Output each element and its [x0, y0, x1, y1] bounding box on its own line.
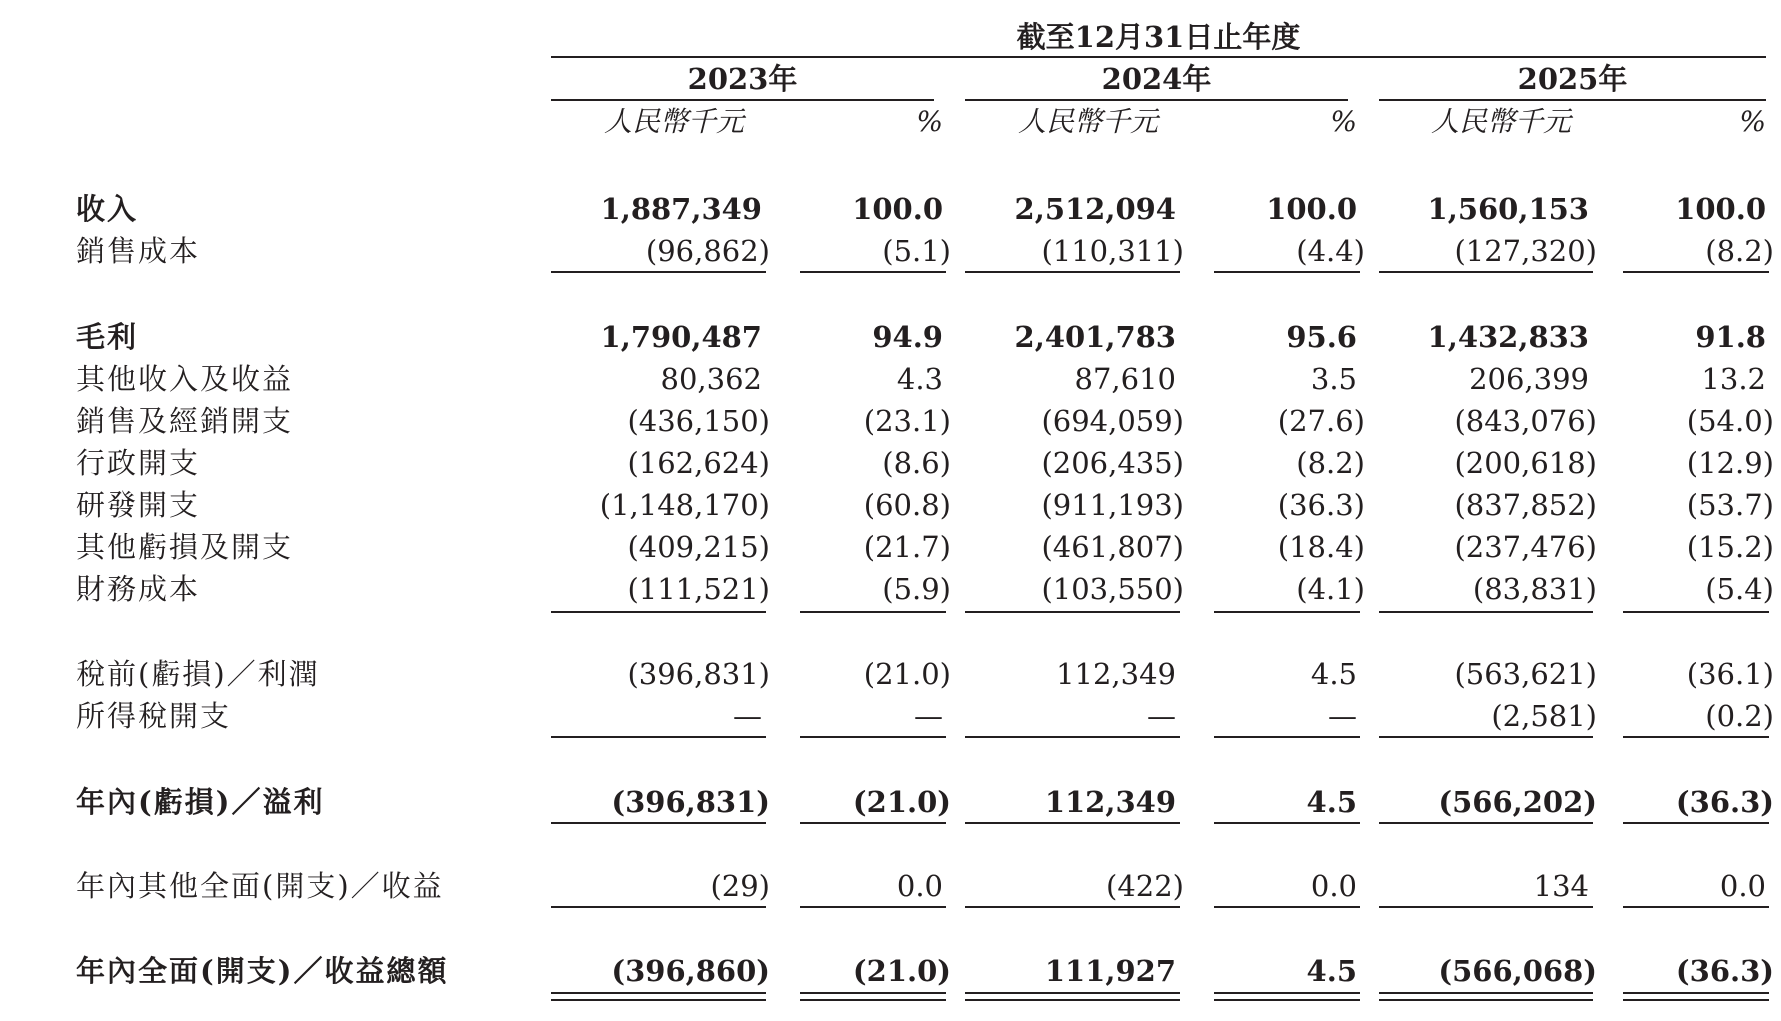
total-double-rule [800, 992, 946, 994]
amount-cell: (422) [1106, 869, 1184, 903]
amount-cell: (200,618) [1454, 446, 1597, 480]
section-rule [1623, 271, 1769, 273]
amount-cell: 2,512,094 [1014, 192, 1176, 226]
amount-cell: (83,831) [1472, 572, 1597, 606]
percent-cell: 4.5 [1306, 785, 1357, 819]
amount-cell: — [1147, 699, 1176, 733]
percent-cell: 0.0 [896, 869, 943, 903]
amount-cell: (566,068) [1438, 954, 1597, 988]
percent-cell: (8.2) [1705, 234, 1774, 268]
amount-cell: (162,624) [627, 446, 770, 480]
row-label: 年內(虧損)／溢利 [76, 785, 325, 819]
percent-cell: (5.4) [1705, 572, 1774, 606]
total-double-rule [1214, 999, 1360, 1001]
percent-cell: (4.1) [1296, 572, 1365, 606]
percent-cell: (5.9) [882, 572, 951, 606]
amount-cell: (111,521) [627, 572, 770, 606]
total-double-rule [965, 999, 1180, 1001]
year-header: 2023年 [687, 62, 798, 96]
section-rule [1623, 611, 1769, 613]
percent-cell: — [1328, 699, 1357, 733]
amount-cell: (694,059) [1041, 404, 1184, 438]
amount-cell: 80,362 [660, 362, 762, 396]
amount-cell: — [733, 699, 762, 733]
section-rule [965, 736, 1180, 738]
section-rule [800, 822, 946, 824]
section-rule [1379, 906, 1593, 908]
amount-cell: (237,476) [1454, 530, 1597, 564]
unit-amount-header: 人民幣千元 [1430, 105, 1571, 138]
amount-cell: 1,560,153 [1427, 192, 1589, 226]
period-caption: 截至12月31日止年度 [1016, 20, 1301, 54]
amount-cell: (436,150) [627, 404, 770, 438]
year-underline [965, 99, 1348, 101]
percent-cell: (21.0) [852, 785, 951, 819]
percent-cell: 13.2 [1701, 362, 1766, 396]
section-rule [1214, 736, 1360, 738]
unit-amount-header: 人民幣千元 [1017, 105, 1158, 138]
row-label: 其他收入及收益 [76, 362, 294, 396]
section-rule [965, 611, 1180, 613]
percent-cell: (36.3) [1277, 488, 1365, 522]
section-rule [800, 611, 946, 613]
year-underline [1379, 99, 1766, 101]
total-double-rule [965, 992, 1180, 994]
total-double-rule [1379, 992, 1593, 994]
section-rule [1623, 906, 1769, 908]
section-rule [551, 736, 766, 738]
amount-cell: (110,311) [1041, 234, 1184, 268]
amount-cell: (837,852) [1454, 488, 1597, 522]
amount-cell: 87,610 [1074, 362, 1176, 396]
total-double-rule [551, 992, 766, 994]
amount-cell: (206,435) [1041, 446, 1184, 480]
percent-cell: (12.9) [1686, 446, 1774, 480]
row-label: 年內其他全面(開支)／收益 [76, 869, 444, 903]
section-rule [1379, 822, 1593, 824]
percent-cell: 0.0 [1719, 869, 1766, 903]
amount-cell: (563,621) [1454, 657, 1597, 691]
amount-cell: (96,862) [645, 234, 770, 268]
amount-cell: (396,831) [611, 785, 770, 819]
unit-percent-header: % [1330, 105, 1357, 138]
amount-cell: 1,790,487 [600, 320, 762, 354]
row-label: 毛利 [76, 320, 139, 354]
percent-cell: (36.1) [1686, 657, 1774, 691]
section-rule [1214, 271, 1360, 273]
percent-cell: (4.4) [1296, 234, 1365, 268]
row-label: 研發開支 [76, 488, 201, 522]
amount-cell: (566,202) [1438, 785, 1597, 819]
row-label: 行政開支 [76, 446, 201, 480]
section-rule [551, 822, 766, 824]
section-rule [1379, 611, 1593, 613]
section-rule [551, 611, 766, 613]
percent-cell: — [914, 699, 943, 733]
percent-cell: (36.3) [1675, 785, 1774, 819]
total-double-rule [1379, 999, 1593, 1001]
percent-cell: 100.0 [852, 192, 943, 226]
percent-cell: (18.4) [1277, 530, 1365, 564]
section-rule [800, 906, 946, 908]
unit-amount-header: 人民幣千元 [603, 105, 744, 138]
section-rule [800, 271, 946, 273]
percent-cell: (21.0) [852, 954, 951, 988]
amount-cell: 1,887,349 [600, 192, 762, 226]
total-double-rule [1214, 992, 1360, 994]
percent-cell: (60.8) [863, 488, 951, 522]
amount-cell: (2,581) [1491, 699, 1597, 733]
percent-cell: (36.3) [1675, 954, 1774, 988]
amount-cell: (409,215) [627, 530, 770, 564]
amount-cell: 2,401,783 [1014, 320, 1176, 354]
percent-cell: (8.2) [1296, 446, 1365, 480]
year-underline [551, 99, 934, 101]
total-double-rule [1623, 999, 1769, 1001]
section-rule [965, 906, 1180, 908]
percent-cell: 95.6 [1286, 320, 1357, 354]
percent-cell: (54.0) [1686, 404, 1774, 438]
percent-cell: 0.0 [1310, 869, 1357, 903]
amount-cell: (396,860) [611, 954, 770, 988]
amount-cell: (103,550) [1041, 572, 1184, 606]
amount-cell: (843,076) [1454, 404, 1597, 438]
percent-cell: 91.8 [1695, 320, 1766, 354]
section-rule [1379, 271, 1593, 273]
percent-cell: (21.0) [863, 657, 951, 691]
amount-cell: (1,148,170) [599, 488, 770, 522]
row-label: 稅前(虧損)／利潤 [76, 657, 320, 691]
percent-cell: (53.7) [1686, 488, 1774, 522]
amount-cell: (911,193) [1041, 488, 1184, 522]
amount-cell: 112,349 [1056, 657, 1176, 691]
amount-cell: (29) [710, 869, 770, 903]
section-rule [1214, 611, 1360, 613]
amount-cell: 112,349 [1044, 785, 1176, 819]
amount-cell: 111,927 [1044, 954, 1176, 988]
amount-cell: (396,831) [627, 657, 770, 691]
percent-cell: (0.2) [1705, 699, 1774, 733]
amount-cell: 1,432,833 [1427, 320, 1589, 354]
row-label: 銷售及經銷開支 [76, 404, 294, 438]
row-label: 收入 [76, 192, 139, 226]
percent-cell: (21.7) [863, 530, 951, 564]
row-label: 財務成本 [76, 572, 201, 606]
row-label: 其他虧損及開支 [76, 530, 294, 564]
percent-cell: 94.9 [872, 320, 943, 354]
total-double-rule [1623, 992, 1769, 994]
percent-cell: (15.2) [1686, 530, 1774, 564]
section-rule [551, 906, 766, 908]
section-rule [965, 822, 1180, 824]
percent-cell: (8.6) [882, 446, 951, 480]
section-rule [1623, 822, 1769, 824]
section-rule [965, 271, 1180, 273]
unit-percent-header: % [1739, 105, 1766, 138]
section-rule [551, 271, 766, 273]
percent-cell: (23.1) [863, 404, 951, 438]
amount-cell: (127,320) [1454, 234, 1597, 268]
year-header: 2025年 [1517, 62, 1628, 96]
header-rule-top [551, 56, 1766, 58]
unit-percent-header: % [916, 105, 943, 138]
total-double-rule [551, 999, 766, 1001]
section-rule [800, 736, 946, 738]
section-rule [1379, 736, 1593, 738]
row-label: 所得稅開支 [76, 699, 232, 733]
percent-cell: 4.5 [1310, 657, 1357, 691]
percent-cell: 100.0 [1266, 192, 1357, 226]
percent-cell: 4.5 [1306, 954, 1357, 988]
year-header: 2024年 [1101, 62, 1212, 96]
percent-cell: (5.1) [882, 234, 951, 268]
amount-cell: 134 [1533, 869, 1589, 903]
section-rule [1214, 906, 1360, 908]
row-label: 年內全面(開支)／收益總額 [76, 954, 449, 988]
amount-cell: 206,399 [1469, 362, 1589, 396]
percent-cell: 3.5 [1310, 362, 1357, 396]
amount-cell: (461,807) [1041, 530, 1184, 564]
percent-cell: 4.3 [896, 362, 943, 396]
total-double-rule [800, 999, 946, 1001]
section-rule [1214, 822, 1360, 824]
percent-cell: (27.6) [1277, 404, 1365, 438]
percent-cell: 100.0 [1675, 192, 1766, 226]
row-label: 銷售成本 [76, 234, 201, 268]
section-rule [1623, 736, 1769, 738]
